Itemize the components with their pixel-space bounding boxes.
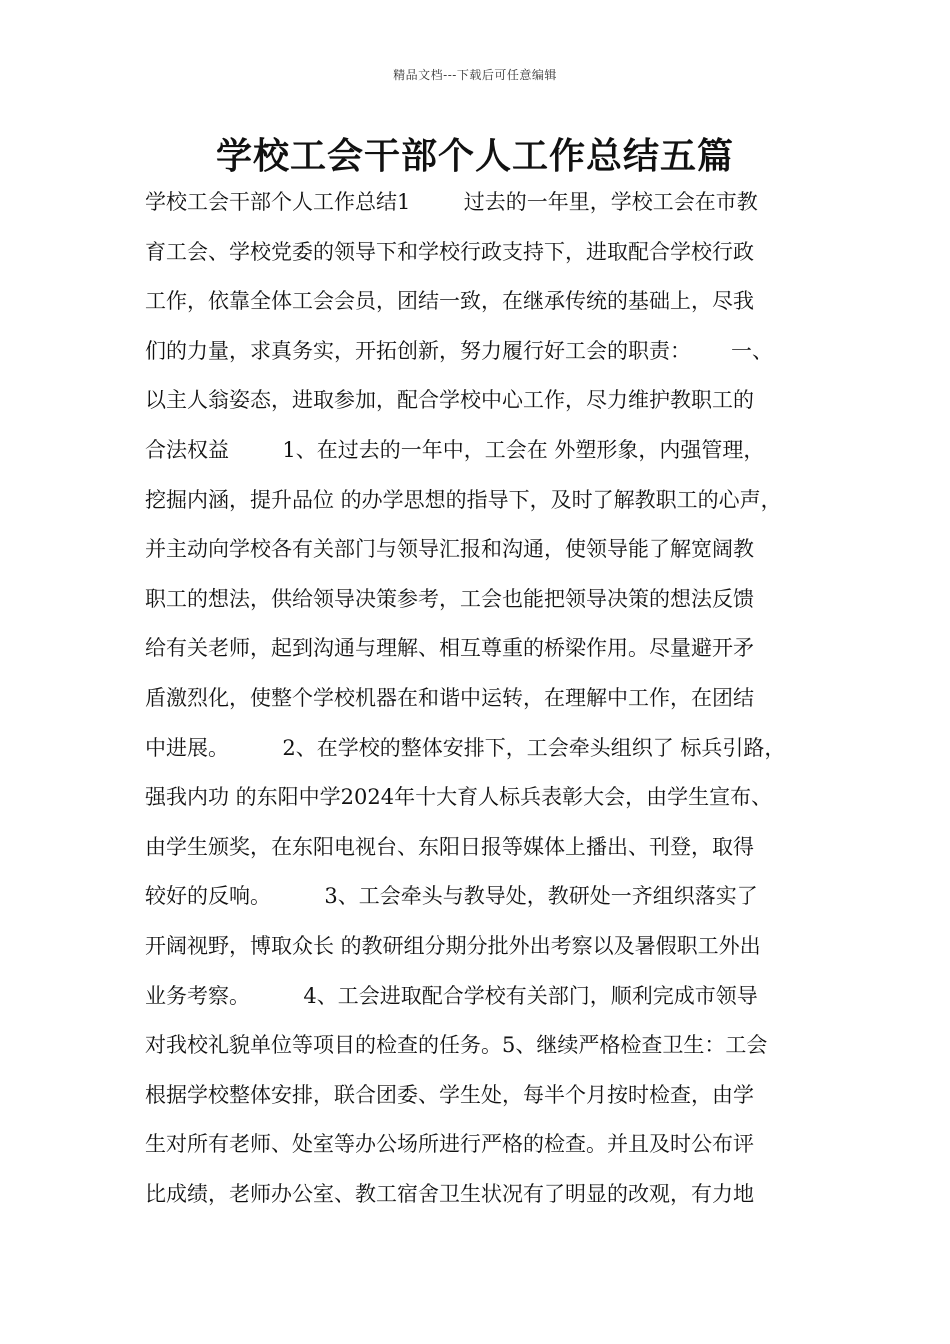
body-line: 强我内功 的东阳中学2024年十大育人标兵表彰大会，由学生宣布、 <box>145 785 773 810</box>
body-line: 较好的反响。 3、工会牵头与教导处，教研处一齐组织落实了 <box>145 884 758 909</box>
body-line: 并主动向学校各有关部门与领导汇报和沟通，使领导能了解宽阔教 <box>145 537 754 562</box>
body-line: 业务考察。 4、工会进取配合学校有关部门，顺利完成市领导 <box>145 983 758 1008</box>
body-line: 中进展。 2、在学校的整体安排下，工会牵头组织了 标兵引路， <box>145 735 786 760</box>
header-note: 精品文档---下载后可任意编辑 <box>393 68 557 82</box>
body-line: 由学生颁奖，在东阳电视台、东阳日报等媒体上播出、刊登，取得 <box>145 834 754 859</box>
body-line: 生对所有老师、处室等办公场所进行严格的检查。并且及时公布评 <box>145 1132 754 1157</box>
body-line: 以主人翁姿态，进取参加，配合学校中心工作，尽力维护教职工的 <box>145 388 754 413</box>
document-title: 学校工会干部个人工作总结五篇 <box>215 135 734 177</box>
body-line: 挖掘内涵，提升品位 的办学思想的指导下，及时了解教职工的心声， <box>145 487 782 512</box>
body-line: 合法权益 1、在过去的一年中，工会在 外塑形象，内强管理， <box>145 437 765 462</box>
body-line: 对我校礼貌单位等项目的检查的任务。5、继续严格检查卫生：工会 <box>145 1033 768 1058</box>
body-line: 学校工会干部个人工作总结1 过去的一年里，学校工会在市教 <box>145 190 758 214</box>
body-line: 开阔视野，博取众长 的教研组分期分批外出考察以及暑假职工外出 <box>145 933 761 958</box>
body-line: 根据学校整体安排，联合团委、学生处，每半个月按时检查，由学 <box>145 1082 754 1107</box>
body-line: 工作，依靠全体工会会员，团结一致，在继承传统的基础上，尽我 <box>145 289 754 314</box>
body-line: 给有关老师，起到沟通与理解、相互尊重的桥梁作用。尽量避开矛 <box>145 636 754 661</box>
document-body <box>145 178 825 1219</box>
body-line: 育工会、学校党委的领导下和学校行政支持下，进取配合学校行政 <box>145 239 754 264</box>
body-line: 比成绩，老师办公室、教工宿舍卫生状况有了明显的改观，有力地 <box>145 1181 754 1206</box>
body-line: 职工的想法，供给领导决策参考，工会也能把领导决策的想法反馈 <box>145 586 754 611</box>
body-line: 盾激烈化，使整个学校机器在和谐中运转，在理解中工作，在团结 <box>145 685 754 710</box>
body-line: 们的力量，求真务实，开拓创新，努力履行好工会的职责： 一、 <box>145 338 774 363</box>
